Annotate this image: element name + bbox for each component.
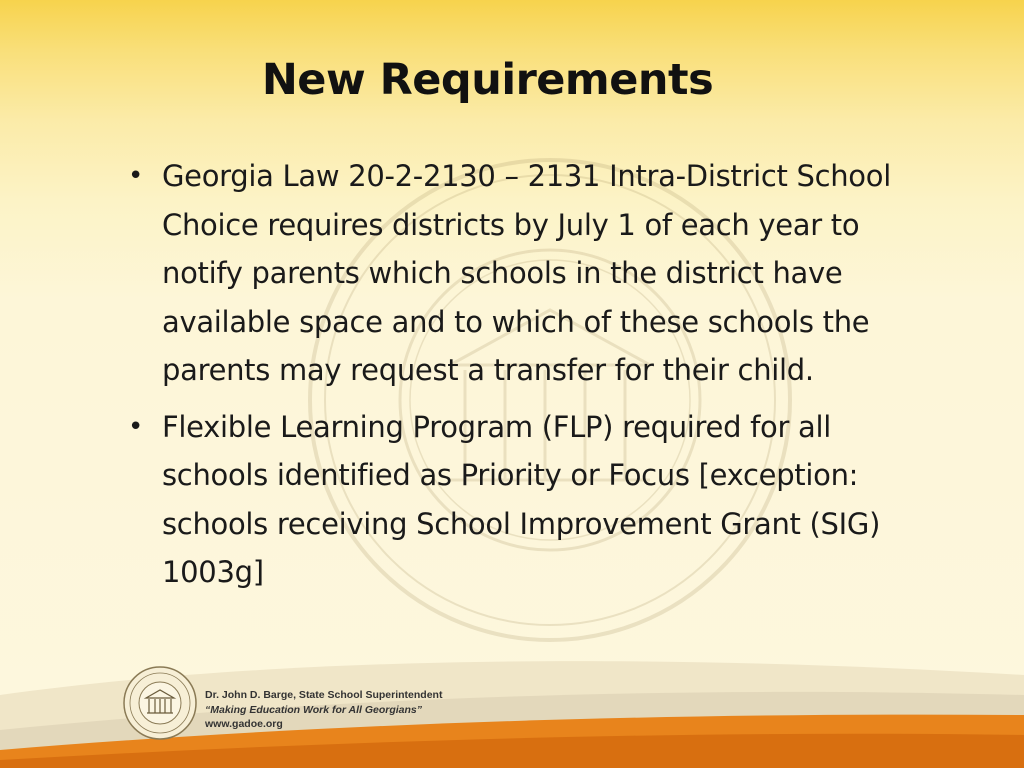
slide-title: New Requirements <box>261 55 714 105</box>
bullet-item-georgia-law <box>125 152 925 395</box>
footer-website-link[interactable]: www.gadoe.org <box>205 718 283 730</box>
footer-text <box>205 688 442 732</box>
bullet-item-flp <box>125 403 925 597</box>
bullet-text: Georgia Law 20-2-2130 – 2131 Intra-District School Choice requires districts by July 1 of each year to notify parents which schools in the district have available space and to which of these schools the parents may request a transfer for their child. <box>162 159 891 387</box>
bullet-icon: • <box>128 411 144 442</box>
bullet-list <box>125 152 925 605</box>
footer-superintendent: Dr. John D. Barge, State School Superintendent <box>205 689 443 701</box>
bullet-text: Flexible Learning Program (FLP) required for all schools identified as Priority or Focus [exception: schools receiving School Improvement Grant (SIG) 1003g] <box>162 409 881 589</box>
bullet-icon: • <box>128 161 144 191</box>
department-of-education-seal-icon <box>122 665 198 741</box>
footer-motto: “Making Education Work for All Georgians” <box>205 703 423 716</box>
